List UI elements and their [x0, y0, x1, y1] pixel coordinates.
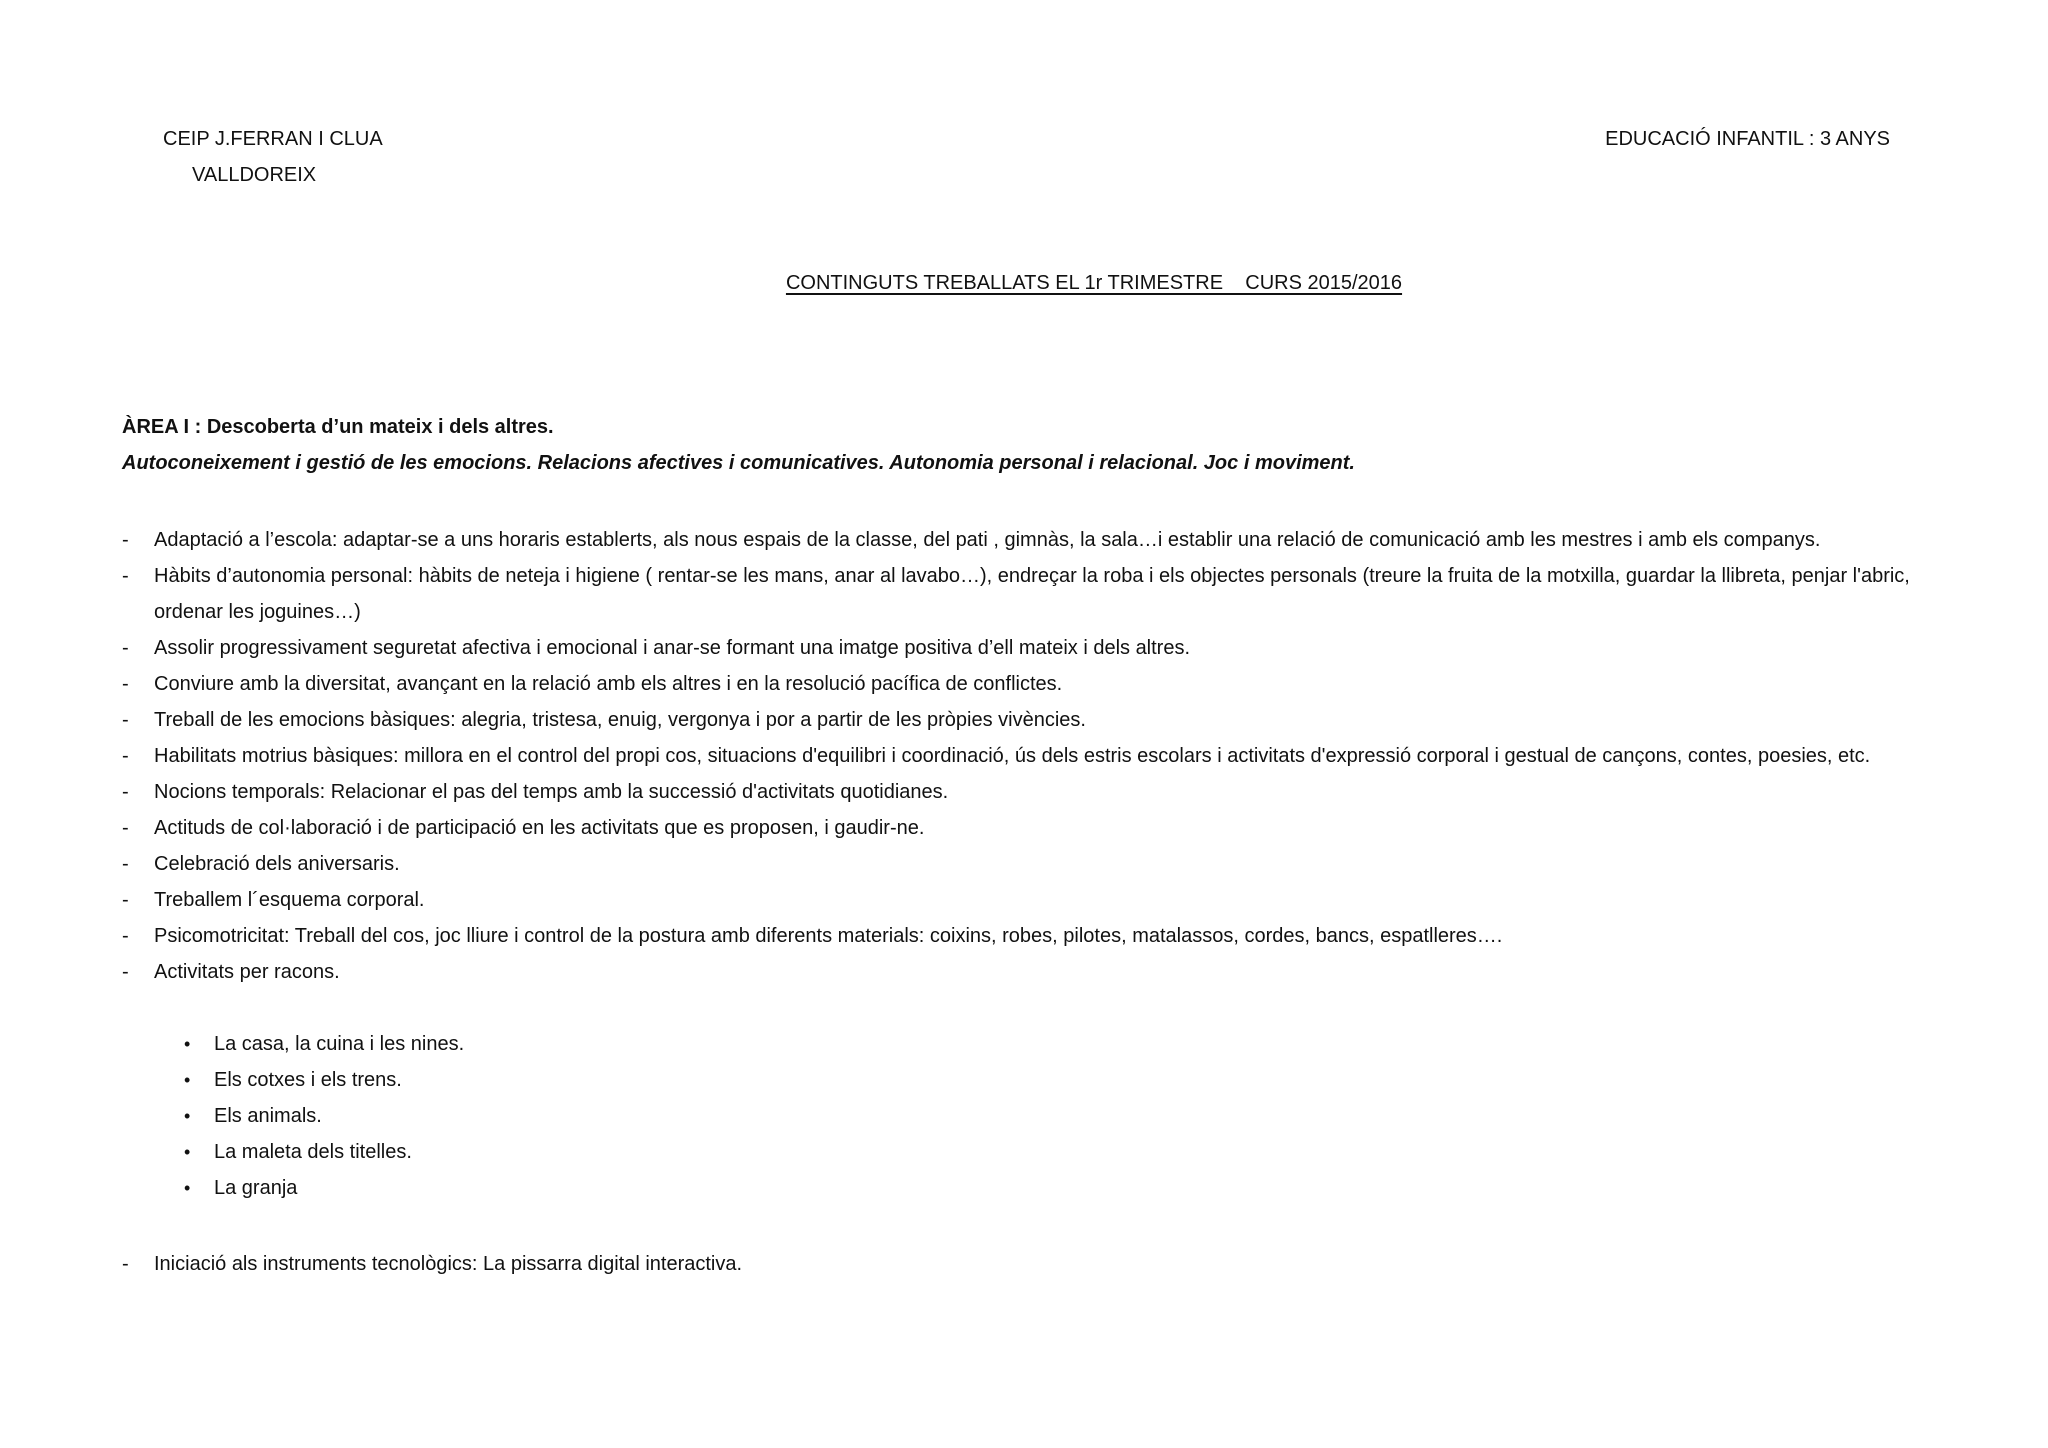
list-item: [118, 774, 1948, 810]
list-item-text: Celebració dels aniversaris.: [154, 853, 400, 875]
list-item: [118, 882, 1948, 918]
list-item-text: Activitats per racons.: [154, 961, 340, 983]
list-item: [118, 666, 1948, 702]
area-title: ÀREA I : Descoberta d’un mateix i dels altres.: [122, 416, 554, 438]
list-item: [118, 522, 1948, 558]
list-item: [118, 954, 1948, 990]
corner-item-text: Els animals.: [214, 1105, 322, 1127]
list-item-text: Habilitats motrius bàsiques: millora en el control del propi cos, situacions d'equilibri i coordinació, ús dels estris escolars i activitats d'expressió corporal i gestual de cançons, contes, poesies, etc.: [154, 745, 1871, 767]
contents-list: [118, 522, 1948, 990]
corner-item-text: Els cotxes i els trens.: [214, 1069, 402, 1091]
dash-marker: -: [122, 745, 129, 767]
list-item-text: Assolir progressivament seguretat afectiva i emocional i anar-se formant una imatge positiva d’ell mateix i dels altres.: [154, 637, 1191, 659]
dash-marker: -: [122, 637, 129, 659]
list-item: [118, 558, 1948, 630]
list-item-text: Treball de les emocions bàsiques: alegria, tristesa, enuig, vergonya i por a partir de les pròpies vivències.: [154, 709, 1086, 731]
list-item: [118, 702, 1948, 738]
dash-marker: -: [122, 529, 129, 551]
list-item: [118, 810, 1948, 846]
dash-marker: -: [122, 961, 129, 983]
list-item: [118, 738, 1948, 774]
corner-item: [184, 1062, 464, 1098]
corner-item-text: La casa, la cuina i les nines.: [214, 1033, 465, 1055]
list-item-text: Conviure amb la diversitat, avançant en la relació amb els altres i en la resolució pacífica de conflictes.: [154, 673, 1063, 695]
dash-marker: -: [122, 565, 129, 587]
list-item-text: Adaptació a l’escola: adaptar-se a uns horaris establerts, als nous espais de la classe, del pati , gimnàs, la sala…i establir una relació de comunicació amb les mestres i amb els companys.: [154, 529, 1821, 551]
final-list: [118, 1246, 1948, 1282]
list-item: [118, 846, 1948, 882]
school-name: CEIP J.FERRAN I CLUA: [163, 128, 383, 150]
corner-item: [184, 1134, 464, 1170]
dash-marker: -: [122, 925, 129, 947]
list-item: [118, 1246, 1948, 1282]
dash-marker: -: [122, 781, 129, 803]
list-item-text: Treballem l´esquema corporal.: [154, 889, 425, 911]
list-item-text: Hàbits d’autonomia personal: hàbits de neteja i higiene ( rentar-se les mans, anar al lavabo…), endreçar la roba i els objectes personals (treure la fruita de la motxilla, guardar la llibreta, penjar l'abric, ordenar les joguines…): [154, 565, 1910, 623]
corner-item: [184, 1098, 464, 1134]
dash-marker: -: [122, 673, 129, 695]
dash-marker: -: [122, 889, 129, 911]
bullet-icon: •: [184, 1070, 191, 1090]
list-item-text: Iniciació als instruments tecnològics: La pissarra digital interactiva.: [154, 1253, 743, 1275]
list-item: [118, 918, 1948, 954]
bullet-icon: •: [184, 1178, 191, 1198]
dash-marker: -: [122, 817, 129, 839]
school-town: VALLDOREIX: [192, 164, 317, 186]
list-item-text: Nocions temporals: Relacionar el pas del temps amb la successió d'activitats quotidianes.: [154, 781, 949, 803]
bullet-icon: •: [184, 1034, 191, 1054]
list-item: [118, 630, 1948, 666]
area-subtitle: Autoconeixement i gestió de les emocions. Relacions afectives i comunicatives. Autonomia personal i relacional. Joc i moviment.: [122, 452, 1355, 474]
document-title: CONTINGUTS TREBALLATS EL 1r TRIMESTRE CURS 2015/2016: [785, 272, 1403, 294]
education-level: EDUCACIÓ INFANTIL : 3 ANYS: [1605, 128, 1890, 150]
corners-list: [184, 1026, 464, 1206]
bullet-icon: •: [184, 1142, 191, 1162]
dash-marker: -: [122, 1253, 129, 1275]
corner-item-text: La granja: [214, 1177, 298, 1199]
dash-marker: -: [122, 709, 129, 731]
corner-item: [184, 1026, 464, 1062]
corner-item: [184, 1170, 464, 1206]
bullet-icon: •: [184, 1106, 191, 1126]
dash-marker: -: [122, 853, 129, 875]
list-item-text: Psicomotricitat: Treball del cos, joc lliure i control de la postura amb diferents materials: coixins, robes, pilotes, matalassos, cordes, bancs, espatlleres….: [154, 925, 1503, 947]
corner-item-text: La maleta dels titelles.: [214, 1141, 412, 1163]
list-item-text: Actituds de col·laboració i de participació en les activitats que es proposen, i gaudir-ne.: [154, 817, 925, 839]
